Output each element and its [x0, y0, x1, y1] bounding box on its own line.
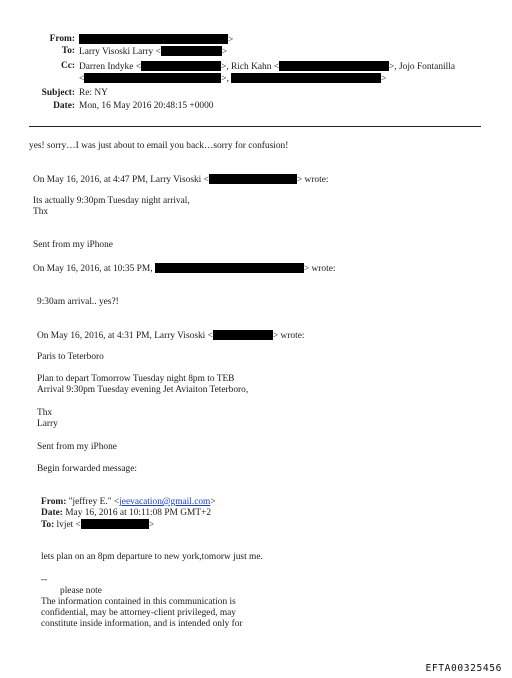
- signature-line: please note: [60, 586, 102, 596]
- quote-1-header: On May 16, 2016, at 4:47 PM, Larry Visoski < > wrote:: [33, 175, 329, 185]
- subject-label: Subject:: [41, 88, 75, 98]
- subject-value: Re: NY: [79, 88, 108, 98]
- quote-2-line: 9:30am arrival.. yes?!: [37, 297, 119, 307]
- date-value: Mon, 16 May 2016 20:48:15 +0000: [79, 101, 214, 111]
- to-label: To:: [61, 46, 75, 56]
- signature-line: constitute inside information, and is intended only for: [41, 619, 243, 629]
- sent-from-line: Sent from my iPhone: [37, 442, 117, 452]
- redaction-block: [279, 61, 389, 71]
- quote-3-line: Paris to Teterboro: [37, 352, 104, 362]
- email-link[interactable]: jeevacation@gmail.com: [119, 497, 211, 507]
- quote-3-line: Arrival 9:30pm Tuesday evening Jet Aviaiton Teterboro,: [37, 385, 249, 395]
- redaction-block: [79, 34, 228, 44]
- fwd-date: Date: May 16, 2016 at 10:11:08 PM GMT+2: [41, 508, 212, 518]
- redaction-block: [141, 61, 221, 71]
- quote-1-line: Thx: [33, 207, 49, 217]
- quote-3-line: Thx: [37, 408, 53, 418]
- redaction-block: [161, 46, 222, 56]
- from-value: >: [79, 34, 233, 46]
- cc-value-line1: Darren Indyke < >, Rich Kahn < >, Jojo Fontanilla: [79, 62, 455, 72]
- cc-label: Cc:: [60, 61, 75, 71]
- cc-value-line2: < >, >: [79, 74, 387, 84]
- redaction-block: [213, 330, 273, 340]
- date-label: Date:: [53, 101, 75, 111]
- redaction-block: [84, 73, 221, 83]
- fwd-from: From: "jeffrey E." <jeevacation@gmail.com>: [41, 497, 216, 507]
- fwd-body-line: lets plan on an 8pm departure to new york,tomorw just me.: [41, 552, 263, 562]
- signature-dash: --: [41, 575, 48, 585]
- quote-3-line: Plan to depart Tomorrow Tuesday night 8pm to TEB: [37, 374, 235, 384]
- quote-3-line: Larry: [37, 419, 58, 429]
- signature-line: confidential, may be attorney-client privileged, may: [41, 608, 236, 618]
- from-label: From:: [49, 34, 75, 44]
- signature-line: The information contained in this communication is: [41, 597, 236, 607]
- to-value: Larry Visoski Larry < >: [79, 47, 228, 57]
- redaction-block: [81, 519, 149, 529]
- quote-1-line: Its actually 9:30pm Tuesday night arrival,: [33, 196, 190, 206]
- redaction-block: [155, 263, 304, 273]
- fwd-to: To: lvjet < >: [41, 520, 155, 530]
- header-divider: [29, 126, 481, 127]
- reply-text: yes! sorry…I was just about to email you back…sorry for confusion!: [29, 141, 289, 151]
- redaction-block: [231, 73, 381, 83]
- quote-3-header: On May 16, 2016, at 4:31 PM, Larry Visoski < > wrote:: [37, 331, 305, 341]
- quote-2-header: On May 16, 2016, at 10:35 PM, > wrote:: [33, 264, 336, 274]
- bates-number: EFTA00325456: [425, 663, 502, 674]
- redaction-block: [209, 174, 297, 184]
- sent-from-line: Sent from my iPhone: [33, 240, 113, 250]
- forwarded-label: Begin forwarded message:: [37, 464, 137, 474]
